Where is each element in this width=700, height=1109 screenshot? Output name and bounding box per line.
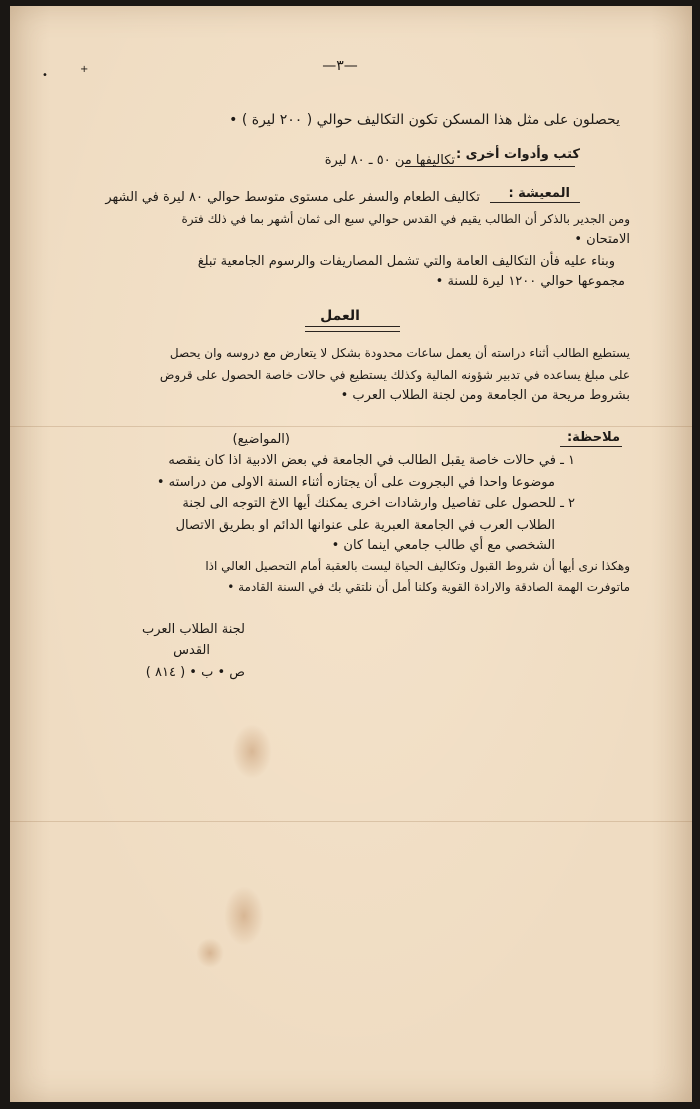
text-line-living-3: الامتحان • [574,232,630,247]
text-line-work-2: على مبلغ يساعده في تدبير شؤونه المالية وكذلك يستطيع في حالات خاصة الحصول على قروض [159,368,630,382]
note-item-2: ٢ ـ للحصول على تفاصيل وارشادات اخرى يمكنك أيها الاخ التوجه الى لجنة [182,496,575,511]
text-line-accommodation: يحصلون على مثل هذا المسكن تكون التكاليف حوالي ( ٢٠٠ ليرة ) • [229,112,620,128]
paper-fold [10,426,692,427]
text-line-living-1: تكاليف الطعام والسفر على مستوى متوسط حوالي ٨٠ ليرة في الشهر [105,190,480,205]
heading-note: ملاحظة: [566,430,620,445]
text-line-books: تكاليفها من ٥٠ ـ ٨٠ ليرة [324,153,455,168]
document-page [10,6,692,1102]
mark-dot: • [42,70,48,81]
text-line-living-4: وبناء عليه فأن التكاليف العامة والتي تشمل المصاريفات والرسوم الجامعية تبلغ [197,254,615,269]
paper-stain [196,938,224,968]
text-line-closing-2: ماتوفرت الهمة الصادقة والارادة القوية وكلنا أمل أن نلتقي بك في السنة القادمة • [227,580,630,594]
note-item-1-cont: موضوعا واحدا في البجروت على أن يجتازه أثناء السنة الاولى من دراسته • [156,475,555,490]
note-item-1: ١ ـ في حالات خاصة يقبل الطالب في الجامعة في بعض الادبية اذا كان ينقصه [168,453,575,468]
heading-underline [490,202,580,203]
heading-books: كتب وأدوات أخرى : [455,147,580,162]
text-line-living-2: ومن الجدير بالذكر أن الطالب يقيم في القدس حوالي سبع الى ثمان أشهر بما في ذلك فترة [181,212,630,226]
heading-double-underline [305,326,400,332]
text-line-living-5: مجموعها حوالي ١٢٠٠ ليرة للسنة • [435,274,625,289]
note-item-2-cont: الطلاب العرب في الجامعة العبرية على عنوانها الدائم او بطريق الاتصال [175,518,555,533]
text-subjects: (المواضيع) [232,432,290,447]
page-number: —٣— [322,58,358,74]
heading-underline [560,446,622,447]
heading-living: المعيشة : [508,186,570,201]
note-item-2-end: الشخصي مع أي طالب جامعي اينما كان • [331,538,555,553]
text-line-work-1: يستطيع الطالب أثناء دراسته أن يعمل ساعات محدودة بشكل لا يتعارض مع دروسه وان يحصل [169,346,630,360]
paper-fold [10,821,692,822]
text-line-work-3: بشروط مريحة من الجامعة ومن لجنة الطلاب العرب • [340,388,630,403]
paper-stain [232,724,272,779]
signature-pobox: ص • ب • ( ٨١٤ ) [145,665,245,680]
signature-city: القدس [173,643,210,658]
text-line-closing-1: وهكذا نرى أيها أن شروط القبول وتكاليف الحياة ليست بالعقبة أمام التحصيل العالي اذا [205,559,630,573]
heading-work: العمل [320,308,360,324]
paper-stain [224,886,264,946]
signature-org: لجنة الطلاب العرب [142,622,245,637]
mark-plus: + [80,64,89,75]
